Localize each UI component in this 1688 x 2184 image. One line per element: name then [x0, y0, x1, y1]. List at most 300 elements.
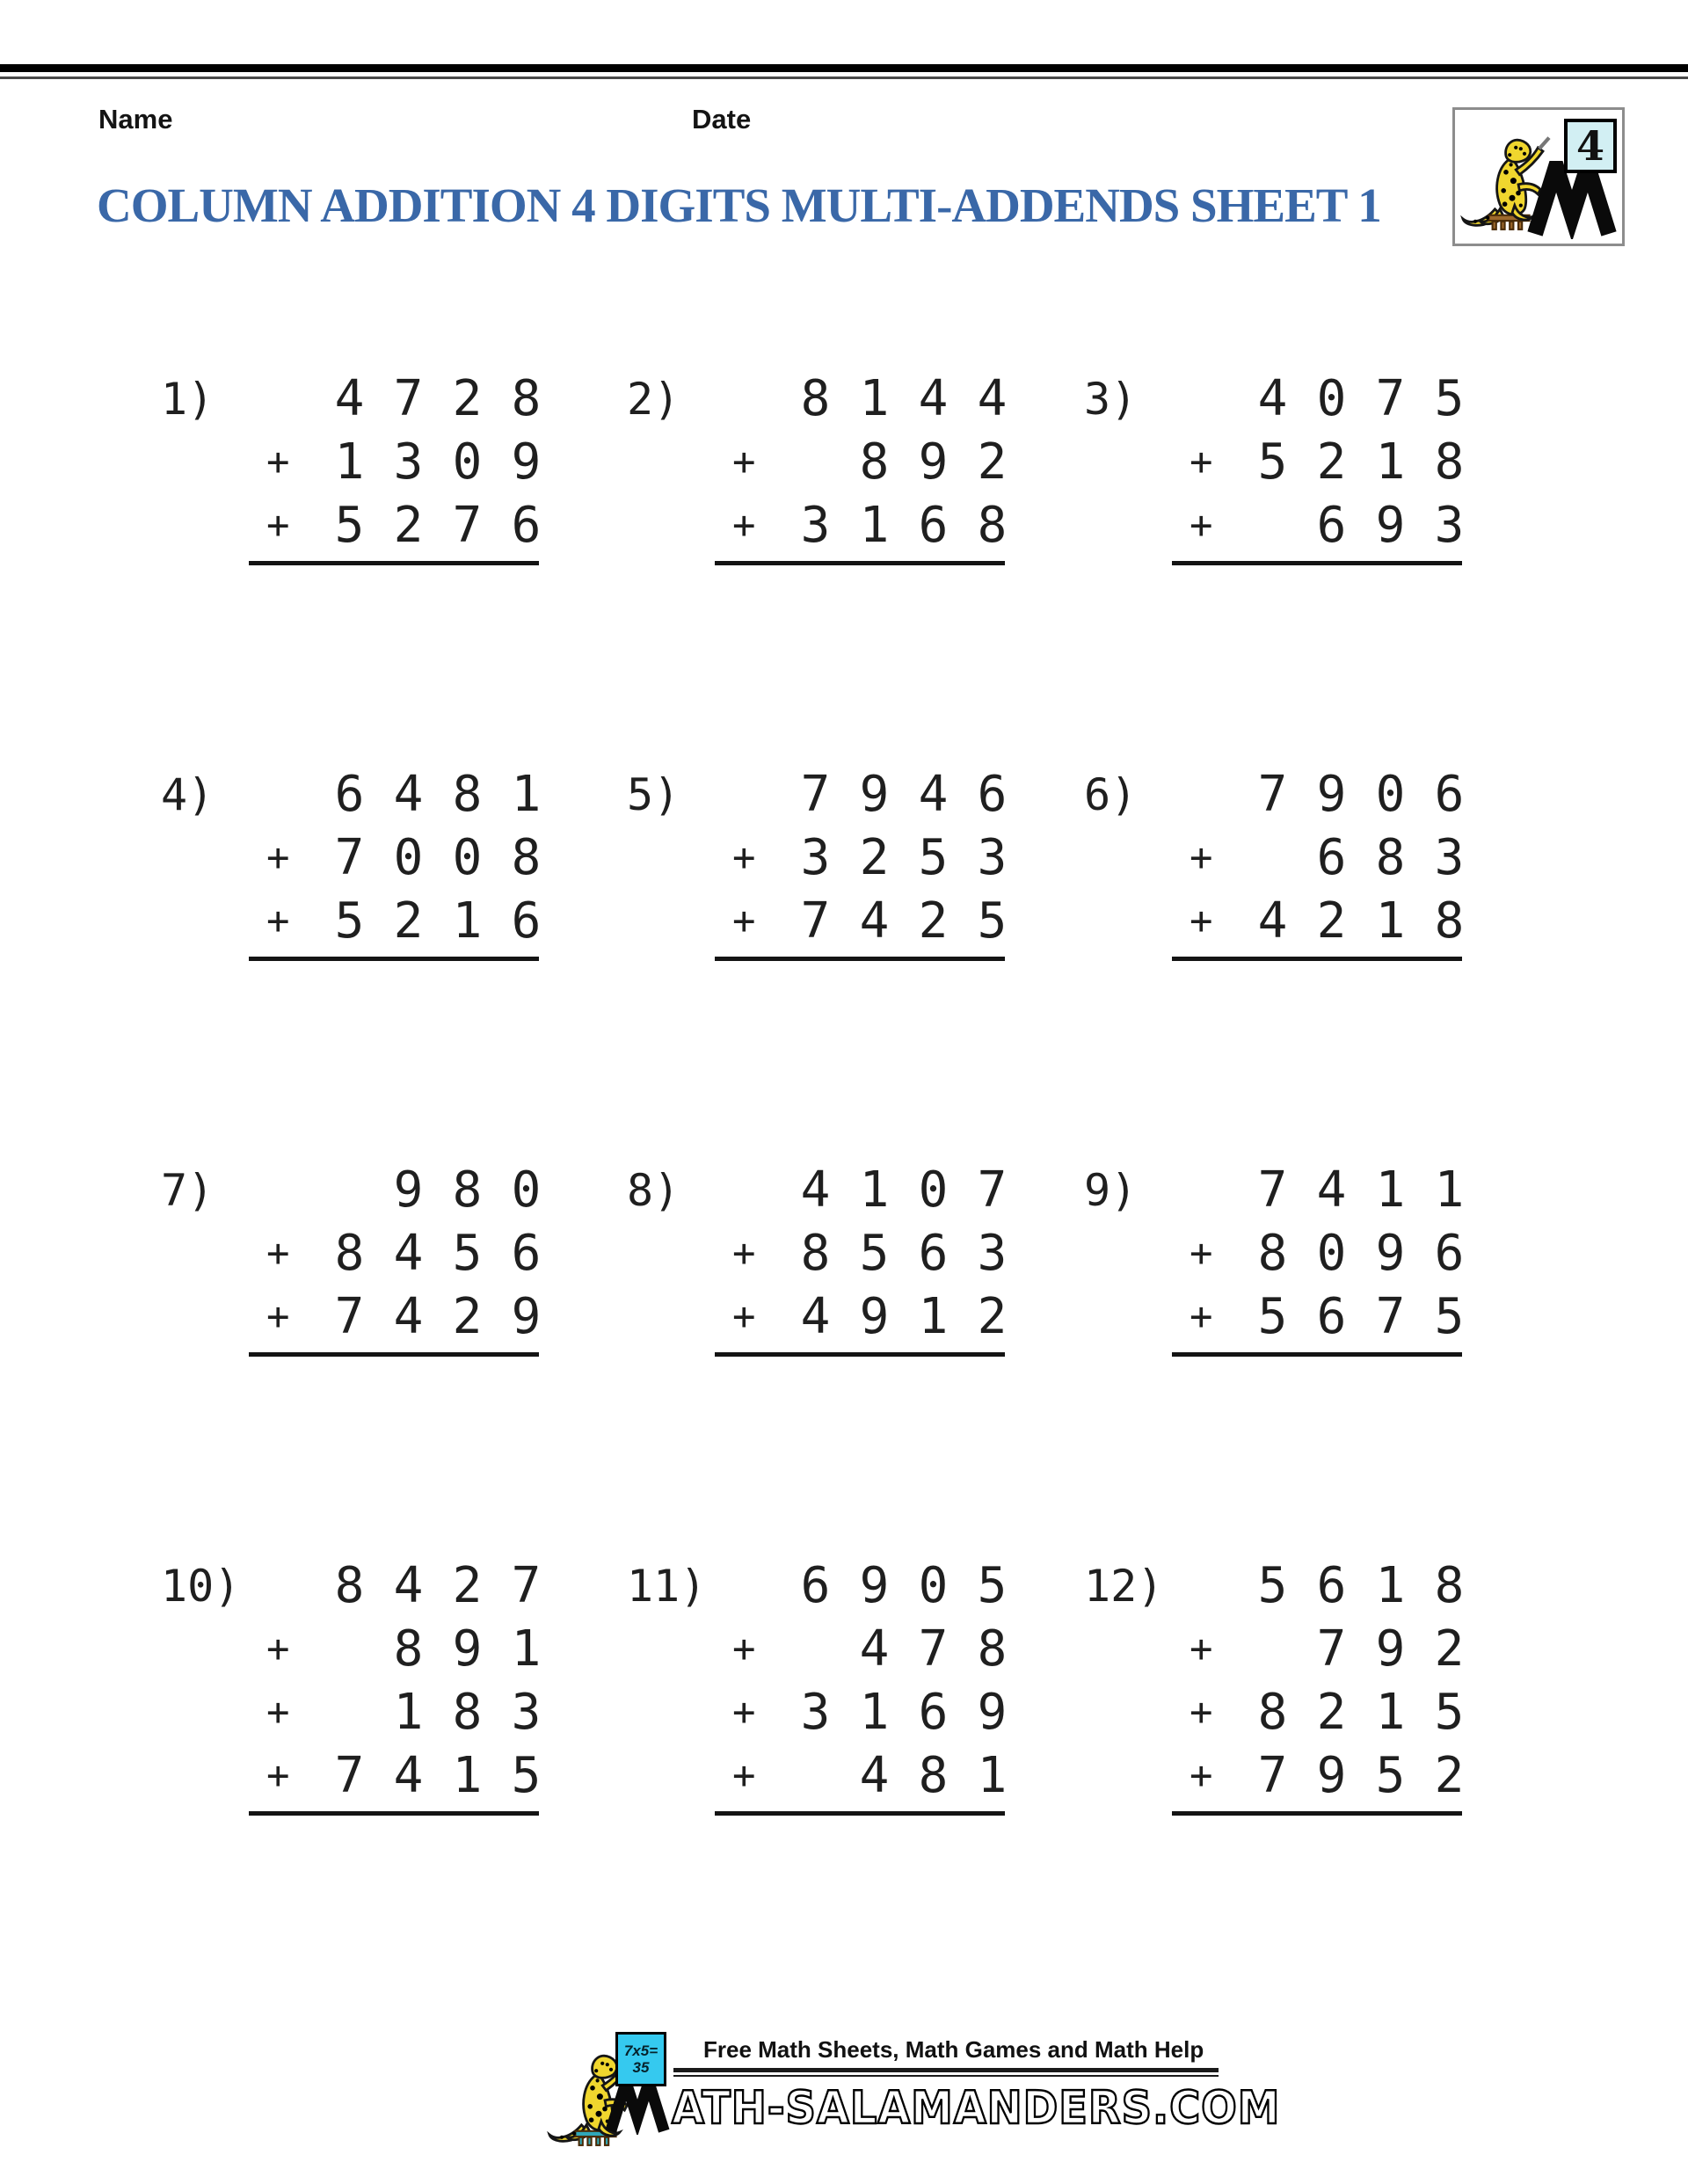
problem-body: [732, 1554, 1022, 1816]
digit-cell: 9: [1375, 497, 1406, 554]
problem-body: [1190, 368, 1479, 565]
digit-cell: 1: [511, 766, 542, 823]
answer-line: [1172, 561, 1462, 565]
plus-sign: +: [732, 899, 756, 943]
digit-cell: 6: [1316, 497, 1347, 554]
addend-number: [320, 763, 556, 826]
digit-cell: 5: [977, 1557, 1008, 1614]
digit-cell: 5: [1257, 1288, 1288, 1345]
digit-cell: 9: [452, 1620, 483, 1678]
digit-cell: 7: [1375, 1288, 1406, 1345]
addend-row: [266, 763, 556, 826]
digit-cell: 2: [393, 497, 424, 554]
plus-sign: +: [732, 440, 756, 484]
digit-cell: 7: [334, 1288, 365, 1345]
digit-cell: 1: [1375, 1161, 1406, 1219]
problem: [1084, 368, 1524, 565]
problem: [1084, 1159, 1524, 1357]
footer-big-m-icon: [605, 2078, 670, 2135]
addend-row: [732, 1285, 1022, 1349]
addend-number: [786, 368, 1022, 431]
digit-cell: 5: [1434, 1684, 1465, 1741]
digit-cell: 6: [511, 497, 542, 554]
addend-number: [786, 1554, 1022, 1618]
problem-label: 6): [1084, 769, 1138, 820]
digit-cell: 9: [859, 1288, 890, 1345]
problem-label: 2): [627, 374, 680, 425]
digit-cell: 8: [800, 370, 831, 427]
digit-cell: 0: [452, 829, 483, 886]
addend-number: [320, 1618, 556, 1681]
addend-row: [1190, 1222, 1479, 1285]
plus-sign: +: [266, 1753, 290, 1798]
answer-line: [1172, 957, 1462, 961]
digit-cell: 6: [1316, 1557, 1347, 1614]
plus-sign: +: [266, 440, 290, 484]
digit-cell: 8: [1375, 829, 1406, 886]
digit-cell: 7: [1375, 370, 1406, 427]
digit-cell: 9: [511, 1288, 542, 1345]
digit-cell: 8: [452, 1161, 483, 1219]
problem: [161, 763, 627, 961]
digit-cell: 1: [1434, 1161, 1465, 1219]
addend-number: [786, 494, 1022, 557]
digit-cell: 2: [452, 1557, 483, 1614]
digit-cell: 6: [800, 1557, 831, 1614]
plus-placeholder: [1190, 763, 1243, 826]
problem-label: 3): [1084, 374, 1138, 425]
problem: [161, 1159, 627, 1357]
plus-placeholder: [266, 763, 320, 826]
addend-row: [266, 826, 556, 890]
digit-cell: 7: [977, 1161, 1008, 1219]
digit-cell: 8: [977, 497, 1008, 554]
addend-number: [1243, 368, 1479, 431]
problem-label: 12): [1084, 1561, 1164, 1612]
plus-sign: +: [266, 503, 290, 548]
problem-label: 7): [161, 1165, 215, 1216]
addend-row: [732, 1681, 1022, 1744]
digit-cell: 7: [1257, 766, 1288, 823]
digit-cell: 9: [393, 1161, 424, 1219]
digit-cell: 2: [918, 892, 949, 950]
addend-row: [266, 1618, 556, 1681]
addend-row: [732, 1159, 1022, 1222]
addend-row: [732, 763, 1022, 826]
digit-cell: 2: [1434, 1747, 1465, 1804]
answer-line: [715, 957, 1005, 961]
digit-cell: 3: [1434, 497, 1465, 554]
answer-line: [1172, 1811, 1462, 1816]
answer-line: [249, 561, 539, 565]
digit-cell: 5: [859, 1225, 890, 1282]
digit-cell: 7: [511, 1557, 542, 1614]
addend-row: [266, 1285, 556, 1349]
digit-cell: 6: [511, 892, 542, 950]
digit-cell: 7: [800, 766, 831, 823]
digit-cell: 3: [800, 497, 831, 554]
answer-line: [249, 1811, 539, 1816]
digit-cell: 1: [511, 1620, 542, 1678]
digit-cell: 6: [1434, 1225, 1465, 1282]
plus-placeholder: [1190, 1159, 1243, 1222]
addend-number: [1243, 1744, 1479, 1808]
problem: [627, 1159, 1084, 1357]
problem-body: [266, 368, 556, 565]
digit-cell: 8: [1434, 1557, 1465, 1614]
digit-cell: 7: [334, 1747, 365, 1804]
digit-cell: 3: [977, 1225, 1008, 1282]
digit-cell: 5: [334, 892, 365, 950]
digit-cell: 3: [800, 829, 831, 886]
problem-label: 10): [161, 1561, 241, 1612]
digit-cell: 9: [1316, 766, 1347, 823]
digit-cell: 4: [393, 1747, 424, 1804]
digit-cell: 0: [918, 1557, 949, 1614]
footer-tagline: Free Math Sheets, Math Games and Math Help: [703, 2036, 1204, 2063]
problem-body: [266, 763, 556, 961]
digit-cell: 9: [977, 1684, 1008, 1741]
logo-box: [1452, 107, 1625, 246]
plus-placeholder: [1190, 1554, 1243, 1618]
addend-row: [732, 1618, 1022, 1681]
digit-cell: 1: [859, 1161, 890, 1219]
digit-cell: 7: [1257, 1161, 1288, 1219]
digit-cell: 1: [452, 892, 483, 950]
digit-cell: 7: [393, 370, 424, 427]
addend-number: [1243, 1222, 1479, 1285]
digit-cell: 1: [977, 1747, 1008, 1804]
problem-label: 11): [627, 1561, 707, 1612]
addend-row: [1190, 431, 1479, 494]
digit-cell: 4: [1257, 892, 1288, 950]
problem-body: [1190, 1159, 1479, 1357]
addend-number: [786, 1681, 1022, 1744]
plus-placeholder: [732, 1159, 786, 1222]
digit-cell: 2: [1434, 1620, 1465, 1678]
digit-cell: 0: [452, 433, 483, 491]
footer-brand-text: ATH-SALAMANDERS.COM: [672, 2082, 1281, 2135]
addend-row: [266, 368, 556, 431]
digit-cell: 4: [859, 1747, 890, 1804]
digit-cell: 1: [859, 1684, 890, 1741]
digit-cell: 1: [1375, 1684, 1406, 1741]
addend-row: [1190, 1285, 1479, 1349]
addend-number: [1243, 1554, 1479, 1618]
problem: [161, 1554, 627, 1816]
addend-number: [786, 1222, 1022, 1285]
digit-cell: 8: [1257, 1684, 1288, 1741]
digit-cell: 1: [1375, 433, 1406, 491]
digit-cell: 0: [1316, 370, 1347, 427]
digit-cell: 3: [393, 433, 424, 491]
digit-cell: 5: [1257, 1557, 1288, 1614]
addend-row: [1190, 826, 1479, 890]
digit-cell: 6: [1316, 1288, 1347, 1345]
grade-badge-number: 4: [1575, 122, 1604, 170]
addend-row: [266, 1744, 556, 1808]
problem: [627, 368, 1084, 565]
digit-cell: 8: [800, 1225, 831, 1282]
addend-number: [320, 368, 556, 431]
addend-row: [732, 890, 1022, 953]
addend-row: [732, 1744, 1022, 1808]
addend-number: [1243, 1285, 1479, 1349]
plus-placeholder: [266, 1554, 320, 1618]
answer-line: [715, 1811, 1005, 1816]
problem-body: [732, 763, 1022, 961]
addend-number: [786, 826, 1022, 890]
digit-cell: 3: [800, 1684, 831, 1741]
problem-body: [1190, 1554, 1479, 1816]
plus-sign: +: [266, 1294, 290, 1339]
addend-number: [786, 890, 1022, 953]
digit-cell: 4: [918, 766, 949, 823]
digit-cell: 4: [393, 766, 424, 823]
digit-cell: 5: [1375, 1747, 1406, 1804]
addend-row: [1190, 890, 1479, 953]
digit-cell: 9: [511, 433, 542, 491]
digit-cell: 8: [1257, 1225, 1288, 1282]
digit-cell: 9: [1375, 1225, 1406, 1282]
problem-label: 1): [161, 374, 215, 425]
digit-cell: 0: [393, 829, 424, 886]
digit-cell: 7: [452, 497, 483, 554]
addend-row: [266, 494, 556, 557]
plus-sign: +: [266, 1627, 290, 1671]
problem-label: 5): [627, 769, 680, 820]
digit-cell: 2: [452, 1288, 483, 1345]
digit-cell: 8: [511, 829, 542, 886]
addend-number: [320, 1681, 556, 1744]
addend-number: [320, 1222, 556, 1285]
digit-cell: 8: [1434, 433, 1465, 491]
digit-cell: 7: [1257, 1747, 1288, 1804]
problem-body: [266, 1159, 556, 1357]
digit-cell: 6: [977, 766, 1008, 823]
footer-sign-line1: 7x5=: [623, 2042, 658, 2059]
digit-cell: 9: [859, 766, 890, 823]
digit-cell: 6: [918, 1225, 949, 1282]
addend-number: [1243, 1159, 1479, 1222]
answer-line: [1172, 1352, 1462, 1357]
digit-cell: 7: [800, 892, 831, 950]
digit-cell: 2: [977, 1288, 1008, 1345]
plus-sign: +: [1190, 1627, 1213, 1671]
plus-sign: +: [266, 1690, 290, 1735]
plus-placeholder: [1190, 368, 1243, 431]
plus-placeholder: [266, 368, 320, 431]
digit-cell: 8: [859, 433, 890, 491]
digit-cell: 8: [334, 1225, 365, 1282]
plus-sign: +: [1190, 1690, 1213, 1735]
addend-row: [266, 431, 556, 494]
answer-line: [249, 1352, 539, 1357]
addend-number: [1243, 431, 1479, 494]
digit-cell: 5: [334, 497, 365, 554]
digit-cell: 4: [1316, 1161, 1347, 1219]
addend-number: [1243, 1618, 1479, 1681]
addend-number: [320, 1744, 556, 1808]
digit-cell: 9: [1316, 1747, 1347, 1804]
digit-cell: 1: [859, 370, 890, 427]
plus-placeholder: [266, 1159, 320, 1222]
plus-sign: +: [732, 1294, 756, 1339]
addend-number: [786, 1744, 1022, 1808]
digit-cell: 2: [1316, 892, 1347, 950]
addend-number: [786, 1618, 1022, 1681]
problem-label: 9): [1084, 1165, 1138, 1216]
digit-cell: 4: [918, 370, 949, 427]
digit-cell: 7: [334, 829, 365, 886]
plus-sign: +: [732, 1753, 756, 1798]
addend-row: [732, 494, 1022, 557]
digit-cell: 6: [334, 766, 365, 823]
footer-sign: [615, 2032, 666, 2086]
plus-sign: +: [1190, 1753, 1213, 1798]
plus-placeholder: [732, 763, 786, 826]
top-rule-thin: [0, 76, 1688, 79]
addend-number: [1243, 1681, 1479, 1744]
digit-cell: 4: [859, 892, 890, 950]
footer-sign-line2: 35: [632, 2059, 650, 2076]
digit-cell: 7: [1316, 1620, 1347, 1678]
digit-cell: 6: [511, 1225, 542, 1282]
digit-cell: 0: [918, 1161, 949, 1219]
digit-cell: 8: [393, 1620, 424, 1678]
plus-sign: +: [732, 1231, 756, 1276]
name-label: Name: [98, 104, 173, 135]
addend-number: [1243, 826, 1479, 890]
addend-row: [1190, 1159, 1479, 1222]
digit-cell: 4: [393, 1288, 424, 1345]
digit-cell: 5: [1434, 370, 1465, 427]
digit-cell: 7: [918, 1620, 949, 1678]
plus-sign: +: [1190, 440, 1213, 484]
digit-cell: 6: [918, 1684, 949, 1741]
addend-row: [266, 890, 556, 953]
addend-number: [320, 1159, 556, 1222]
plus-sign: +: [1190, 1294, 1213, 1339]
plus-sign: +: [732, 835, 756, 880]
digit-cell: 4: [393, 1225, 424, 1282]
digit-cell: 4: [800, 1161, 831, 1219]
digit-cell: 6: [1316, 829, 1347, 886]
digit-cell: 4: [800, 1288, 831, 1345]
answer-line: [249, 957, 539, 961]
addend-number: [320, 1554, 556, 1618]
addend-row: [1190, 1681, 1479, 1744]
problem: [1084, 763, 1524, 961]
addend-number: [786, 1285, 1022, 1349]
digit-cell: 3: [1434, 829, 1465, 886]
digit-cell: 1: [918, 1288, 949, 1345]
digit-cell: 1: [859, 497, 890, 554]
digit-cell: 5: [452, 1225, 483, 1282]
problem: [161, 368, 627, 565]
plus-placeholder: [732, 1554, 786, 1618]
plus-placeholder: [732, 368, 786, 431]
answer-line: [715, 1352, 1005, 1357]
digit-cell: 5: [918, 829, 949, 886]
footer-divider: [673, 2068, 1219, 2077]
plus-sign: +: [1190, 835, 1213, 880]
digit-cell: 9: [859, 1557, 890, 1614]
digit-cell: 9: [1375, 1620, 1406, 1678]
digit-cell: 4: [393, 1557, 424, 1614]
digit-cell: 5: [1257, 433, 1288, 491]
digit-cell: 2: [1316, 433, 1347, 491]
plus-sign: +: [1190, 1231, 1213, 1276]
answer-line: [715, 561, 1005, 565]
digit-cell: 1: [393, 1684, 424, 1741]
addend-number: [320, 890, 556, 953]
digit-cell: 5: [511, 1747, 542, 1804]
problems-grid: [161, 368, 1524, 1816]
addend-number: [320, 826, 556, 890]
digit-cell: 2: [859, 829, 890, 886]
addend-number: [1243, 494, 1479, 557]
problem-body: [1190, 763, 1479, 961]
plus-sign: +: [266, 835, 290, 880]
plus-sign: +: [1190, 899, 1213, 943]
addend-number: [1243, 890, 1479, 953]
addend-row: [732, 826, 1022, 890]
digit-cell: 5: [1434, 1288, 1465, 1345]
addend-row: [266, 1681, 556, 1744]
problem-body: [266, 1554, 556, 1816]
digit-cell: 4: [859, 1620, 890, 1678]
digit-cell: 4: [334, 370, 365, 427]
digit-cell: 8: [334, 1557, 365, 1614]
addend-row: [1190, 1554, 1479, 1618]
digit-cell: 2: [452, 370, 483, 427]
problem-body: [732, 368, 1022, 565]
addend-number: [1243, 763, 1479, 826]
page-title: COLUMN ADDITION 4 DIGITS MULTI-ADDENDS SHEET 1: [97, 178, 1381, 232]
plus-sign: +: [266, 899, 290, 943]
digit-cell: 1: [1375, 1557, 1406, 1614]
digit-cell: 0: [1375, 766, 1406, 823]
addend-row: [732, 1554, 1022, 1618]
digit-cell: 2: [393, 892, 424, 950]
digit-cell: 1: [334, 433, 365, 491]
digit-cell: 3: [977, 829, 1008, 886]
digit-cell: 3: [511, 1684, 542, 1741]
digit-cell: 6: [918, 497, 949, 554]
addend-number: [320, 494, 556, 557]
addend-row: [266, 1554, 556, 1618]
problem: [1084, 1554, 1524, 1816]
addend-row: [1190, 1744, 1479, 1808]
addend-number: [786, 763, 1022, 826]
digit-cell: 8: [1434, 892, 1465, 950]
grade-badge: [1564, 119, 1617, 173]
digit-cell: 8: [511, 370, 542, 427]
digit-cell: 8: [452, 766, 483, 823]
addend-number: [320, 1285, 556, 1349]
addend-row: [1190, 494, 1479, 557]
digit-cell: 8: [918, 1747, 949, 1804]
addend-row: [266, 1222, 556, 1285]
plus-sign: +: [732, 1690, 756, 1735]
problem: [627, 763, 1084, 961]
digit-cell: 0: [511, 1161, 542, 1219]
plus-sign: +: [1190, 503, 1213, 548]
top-rule-thick: [0, 64, 1688, 72]
digit-cell: 1: [1375, 892, 1406, 950]
digit-cell: 9: [918, 433, 949, 491]
